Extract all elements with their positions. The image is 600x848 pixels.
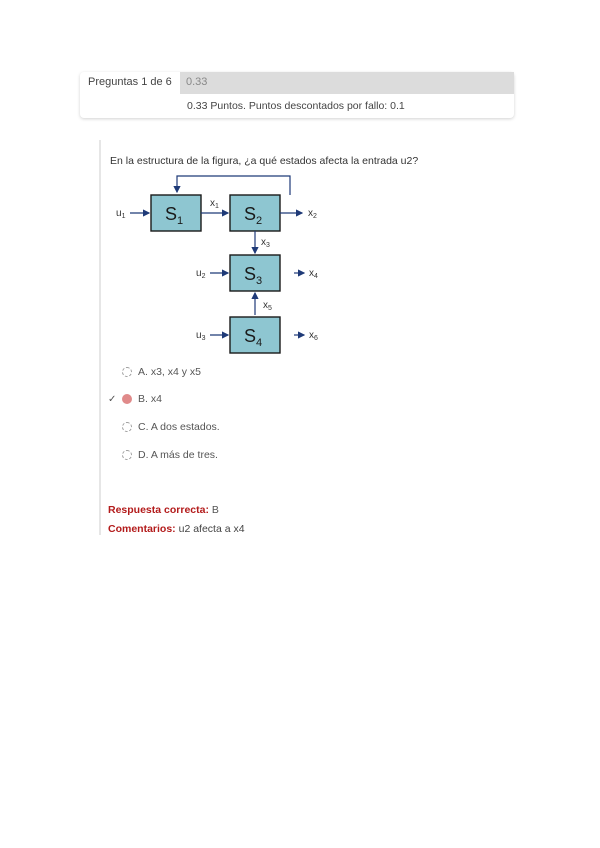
option-b-radio[interactable] — [122, 394, 132, 404]
score-value: 0.33 — [186, 76, 208, 88]
option-a-radio[interactable] — [122, 367, 132, 377]
option-d-text: D. A más de tres. — [138, 449, 218, 461]
label-x1: $x_1$ — [210, 198, 219, 210]
comments-value: u2 afecta a x4 — [178, 523, 245, 535]
correct-answer — [108, 504, 219, 516]
option-c[interactable] — [108, 419, 220, 435]
block-diagram — [110, 170, 340, 360]
feedback-line — [177, 176, 290, 195]
option-a-text: A. x3, x4 y x5 — [138, 366, 202, 378]
option-d-radio[interactable] — [122, 450, 132, 460]
points-info: 0.33 Puntos. Puntos descontados por fallo: 0.1 — [187, 100, 405, 112]
label-u3: $u_3$ — [196, 330, 206, 342]
option-c-radio[interactable] — [122, 422, 132, 432]
label-x6: $x_6$ — [309, 330, 318, 342]
option-a[interactable] — [108, 364, 201, 380]
block-s3-label: $S_3$ — [244, 264, 263, 287]
option-d[interactable] — [108, 447, 218, 463]
block-s1-label: $S_1$ — [165, 204, 184, 227]
option-c-text: C. A dos estados. — [138, 421, 220, 433]
label-x5: $x_5$ — [263, 300, 272, 312]
question-text: En la estructura de la figura, ¿a qué estados afecta la entrada u2? — [110, 155, 419, 167]
label-x2: $x_2$ — [308, 208, 317, 220]
option-b[interactable] — [108, 391, 162, 407]
label-x3: $x_3$ — [261, 237, 270, 249]
question-header — [80, 72, 514, 118]
score-bar — [180, 72, 514, 94]
label-u1: $u_1$ — [116, 208, 126, 220]
option-b-text: B. x4 — [138, 393, 162, 405]
correct-answer-value: B — [211, 504, 219, 516]
check-icon: ✓ — [108, 393, 117, 405]
block-s4-label: $S_4$ — [244, 326, 263, 349]
label-x4: $x_4$ — [309, 268, 318, 280]
label-u2: $u_2$ — [196, 268, 206, 280]
comments — [108, 523, 245, 535]
comments-label: Comentarios: — [108, 523, 176, 535]
block-s2-label: $S_2$ — [244, 204, 263, 227]
header-row — [80, 72, 514, 94]
correct-answer-label: Respuesta correcta: — [108, 504, 209, 516]
question-counter: Preguntas 1 de 6 — [88, 76, 172, 88]
